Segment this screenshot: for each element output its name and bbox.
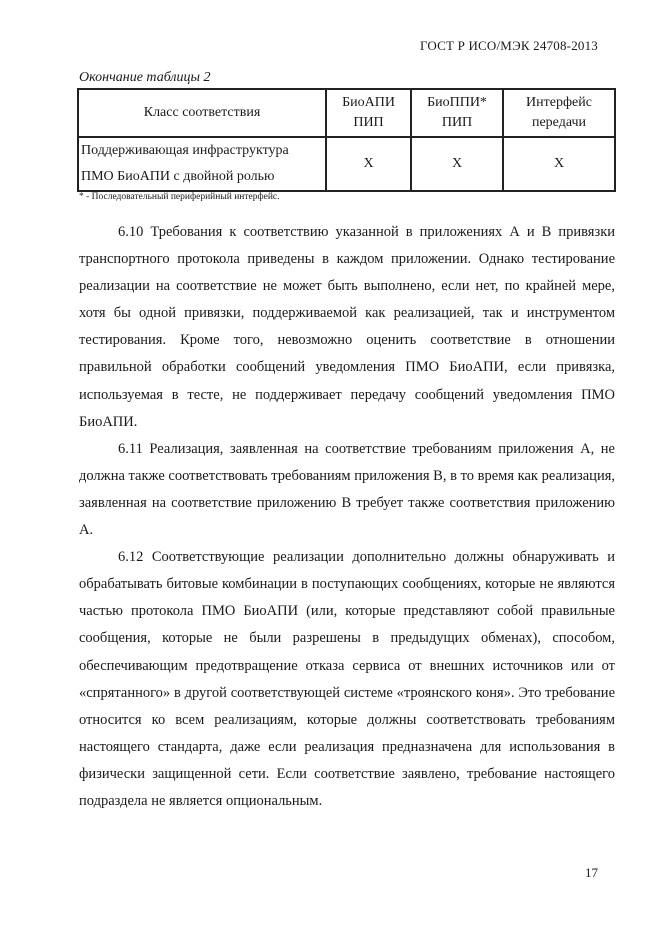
paragraph-6-10: 6.10 Требования к соответствию указанной в приложениях А и В привязки транспортного протокола приведены в каждом приложении. Однако тестирование реализации на соответствие не может быть выполнено, если нет, по крайней мере, хотя бы одной привязки, поддерживаемой как реализацией, так и инструментом тестирования. Кроме того, невозможно оценить соответствие в отношении правильной обработки сообщений уведомления ПМО БиоАПИ, если привязка, используемая в тесте, не поддерживает передачу сообщений уведомления ПМО БиоАПИ. <box>79 224 615 430</box>
body-text <box>79 219 615 815</box>
header-biapi-pip <box>326 89 411 137</box>
paragraph-6-12: 6.12 Соответствующие реализации дополнительно должны обнаруживать и обрабатывать битовые комбинации в поступающих сообщениях, которые не являются частью протокола ПМО БиоАПИ (или, которые представляют собой правильные сообщения, которые не были разрешены в предыдущих обменах), способом, обеспечивающим предотвращение отказа сервиса от внешних источников или от «спрятанного» в другой соответствующей системе «троянского коня». Это требование относится ко всем реализациям, которые должны соответствовать требованиям настоящего стандарта, даже если реализация предназначена для использования в физически защищенной сети. Если соответствие заявлено, требование настоящего подраздела не является опциональным. <box>79 549 615 809</box>
header-transfer-interface-line1: Интерфейс <box>526 95 592 110</box>
header-transfer-interface-line2: передачи <box>531 115 587 130</box>
header-biapi-pip-line2: ПИП <box>353 115 384 130</box>
header-bioppi-pip-line2: ПИП <box>441 115 473 130</box>
table-caption: Окончание таблицы 2 <box>79 70 211 85</box>
paragraph-6-11: 6.11 Реализация, заявленная на соответствие требованиям приложения А, не должна также соответствовать требованиям приложения В, в то время как реализация, заявленная на соответствие приложению В требует также соответствия приложению А. <box>79 440 615 539</box>
row-label-line1: Поддерживающая инфраструктура <box>81 143 289 158</box>
header-bioppi-pip-line1: БиоППИ* <box>427 95 487 110</box>
conformance-table <box>77 88 616 192</box>
row-label-line2: ПМО БиоАПИ с двойной ролью <box>81 169 275 184</box>
cell-transfer-interface: X <box>503 137 615 191</box>
cell-biapi-pip: X <box>326 137 411 191</box>
page-number: 17 <box>585 865 598 880</box>
header-bioppi-pip <box>411 89 503 137</box>
document-header: ГОСТ Р ИСО/МЭК 24708-2013 <box>419 38 598 53</box>
header-transfer-interface <box>503 89 615 137</box>
table-footnote: * - Последовательный периферийный интерфейс. <box>79 192 280 202</box>
table-row <box>78 137 615 191</box>
table-header-row <box>78 89 615 137</box>
cell-bioppi-pip: X <box>411 137 503 191</box>
header-biapi-pip-line1: БиоАПИ <box>342 95 395 110</box>
header-conformance-class: Класс соответствия <box>78 89 326 137</box>
row-label <box>78 137 326 191</box>
